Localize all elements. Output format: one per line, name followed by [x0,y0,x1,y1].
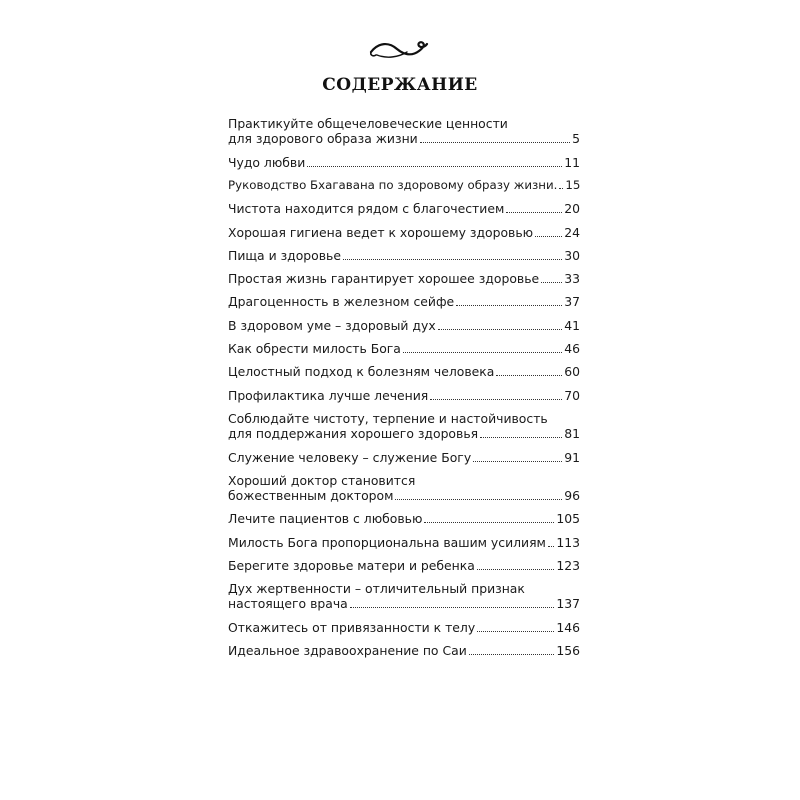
toc-entry-line [228,318,580,333]
toc-entry-title: Милость Бога пропорциональна вашим усилиям [228,534,546,550]
dot-leader [477,559,554,570]
toc-page-number: 137 [556,596,580,612]
toc-entry-line [228,248,580,263]
dot-leader [496,365,562,376]
dot-leader [477,621,554,632]
toc-entry[interactable] [228,620,580,635]
toc-entry[interactable] [228,581,580,611]
toc-entry[interactable] [228,248,580,263]
dot-leader [395,489,562,500]
dot-leader [438,319,563,330]
toc-page-number: 15 [565,177,581,192]
toc-page-number: 30 [564,247,580,263]
toc-entry-title: Практикуйте общечеловеческие ценности [228,116,508,131]
toc-entry-line [228,388,580,403]
toc-entry-title: Лечите пациентов с любовью [228,511,423,527]
dot-leader [469,644,555,655]
page-title: СОДЕРЖАНИЕ [322,75,478,95]
toc-entry-title: для поддержания хорошего здоровья [228,425,479,441]
toc-entry-title: Руководство Бхагавана по здоровому образу жизни. [228,177,558,192]
toc-entry-line [228,488,580,503]
toc-entry-title: божественным доктором [228,487,394,503]
toc-entry[interactable] [228,364,580,379]
toc-entry-title: Чистота находится рядом с благочестием [228,201,505,217]
toc-entry-line [228,643,580,658]
dot-leader [420,132,570,143]
dot-leader [548,536,554,547]
toc-page-number: 123 [556,558,580,573]
toc-entry-line [228,450,580,465]
toc-page-number: 70 [564,387,580,403]
dot-leader [424,512,554,523]
toc-entry-line [228,155,580,170]
ornament-swash-icon [369,39,431,61]
toc-entry[interactable] [228,558,580,573]
toc-entry-title: Пища и здоровье [228,247,341,263]
toc-entry[interactable] [228,535,580,550]
toc-entry[interactable] [228,643,580,658]
dot-leader [350,597,555,608]
dot-leader [535,226,562,237]
toc-entry-title: Простая жизнь гарантирует хорошее здоровье [228,271,540,287]
toc-entry[interactable] [228,411,580,441]
toc-page-number: 37 [564,294,580,310]
toc-page-number: 146 [556,619,580,635]
toc-entry-line [228,581,580,596]
toc-entry-title: Откажитесь от привязанности к телу [228,619,476,635]
toc-entry-title: Как обрести милость Бога [228,341,401,356]
toc-entry-line [228,473,580,488]
toc-entry[interactable] [228,155,580,170]
dot-leader [559,178,563,189]
toc-entry[interactable] [228,511,580,526]
dot-leader [307,156,562,167]
toc-entry-title: Хороший доктор становится [228,472,416,488]
toc-entry[interactable] [228,450,580,465]
dot-leader [343,249,562,260]
toc-entry-line [228,131,580,146]
dot-leader [480,427,562,438]
dot-leader [456,295,562,306]
toc-entry[interactable] [228,294,580,309]
toc-entry-line [228,364,580,379]
toc-entry-title: для здорового образа жизни [228,131,418,146]
toc-entry-title: Идеальное здравоохранение по Саи [228,643,467,659]
toc-entry-line [228,411,580,426]
toc-entry-line [228,535,580,550]
toc-entry-line [228,558,580,573]
dot-leader [430,389,562,400]
toc-entry[interactable] [228,225,580,240]
toc-entry-line [228,178,580,193]
toc-page-number: 81 [564,425,580,441]
toc-entry-title: Чудо любви [228,154,306,170]
toc-entry-title: Хорошая гигиена ведет к хорошему здоровью [228,224,534,240]
dot-leader [403,342,562,353]
dot-leader [541,272,562,283]
toc-page-number: 105 [556,511,580,527]
toc-page-number: 11 [564,154,580,170]
toc-entry[interactable] [228,473,580,503]
toc-page-number: 91 [564,449,580,465]
toc-entry-title: Целостный подход к болезням человека [228,364,495,380]
toc-page-number: 20 [564,201,580,217]
toc-entry-title: Берегите здоровье матери и ребенка [228,558,475,573]
toc-entry-line [228,620,580,635]
dot-leader [506,202,562,213]
toc-entry-line [228,596,580,611]
toc-entry-line [228,511,580,526]
toc-page-number: 33 [564,271,580,287]
toc-entry-line [228,116,580,131]
toc-entry-line [228,201,580,216]
toc-entry-title: Служение человеку – служение Богу [228,449,472,465]
toc-entry-title: Драгоценность в железном сейфе [228,294,455,310]
toc-entry-line [228,294,580,309]
toc-entry[interactable] [228,116,580,146]
toc-entry[interactable] [228,341,580,356]
toc-entry-title: В здоровом уме – здоровый дух [228,317,436,333]
toc-entry-line [228,225,580,240]
toc-page-number: 5 [572,131,580,146]
toc-page-number: 24 [564,224,580,240]
toc-page-number: 41 [564,317,580,333]
toc-page-number: 113 [556,534,580,550]
toc-entry[interactable] [228,178,580,193]
toc-entry-title: Профилактика лучше лечения [228,387,429,403]
toc-page-number: 60 [564,364,580,380]
toc-entry-title: настоящего врача [228,596,348,612]
toc-entry[interactable] [228,318,580,333]
toc-entry-title: Дух жертвенности – отличительный признак [228,581,525,597]
toc-entry[interactable] [228,201,580,216]
toc-page-number: 156 [556,643,580,659]
toc-page-number: 46 [564,341,580,356]
toc-entry[interactable] [228,388,580,403]
toc-entry-line [228,341,580,356]
toc-entry-line [228,271,580,286]
toc-entry-line [228,426,580,441]
toc-page-number: 96 [564,487,580,503]
toc-entry-title: Соблюдайте чистоту, терпение и настойчивость [228,410,548,426]
toc-entry[interactable] [228,271,580,286]
dot-leader [473,451,562,462]
